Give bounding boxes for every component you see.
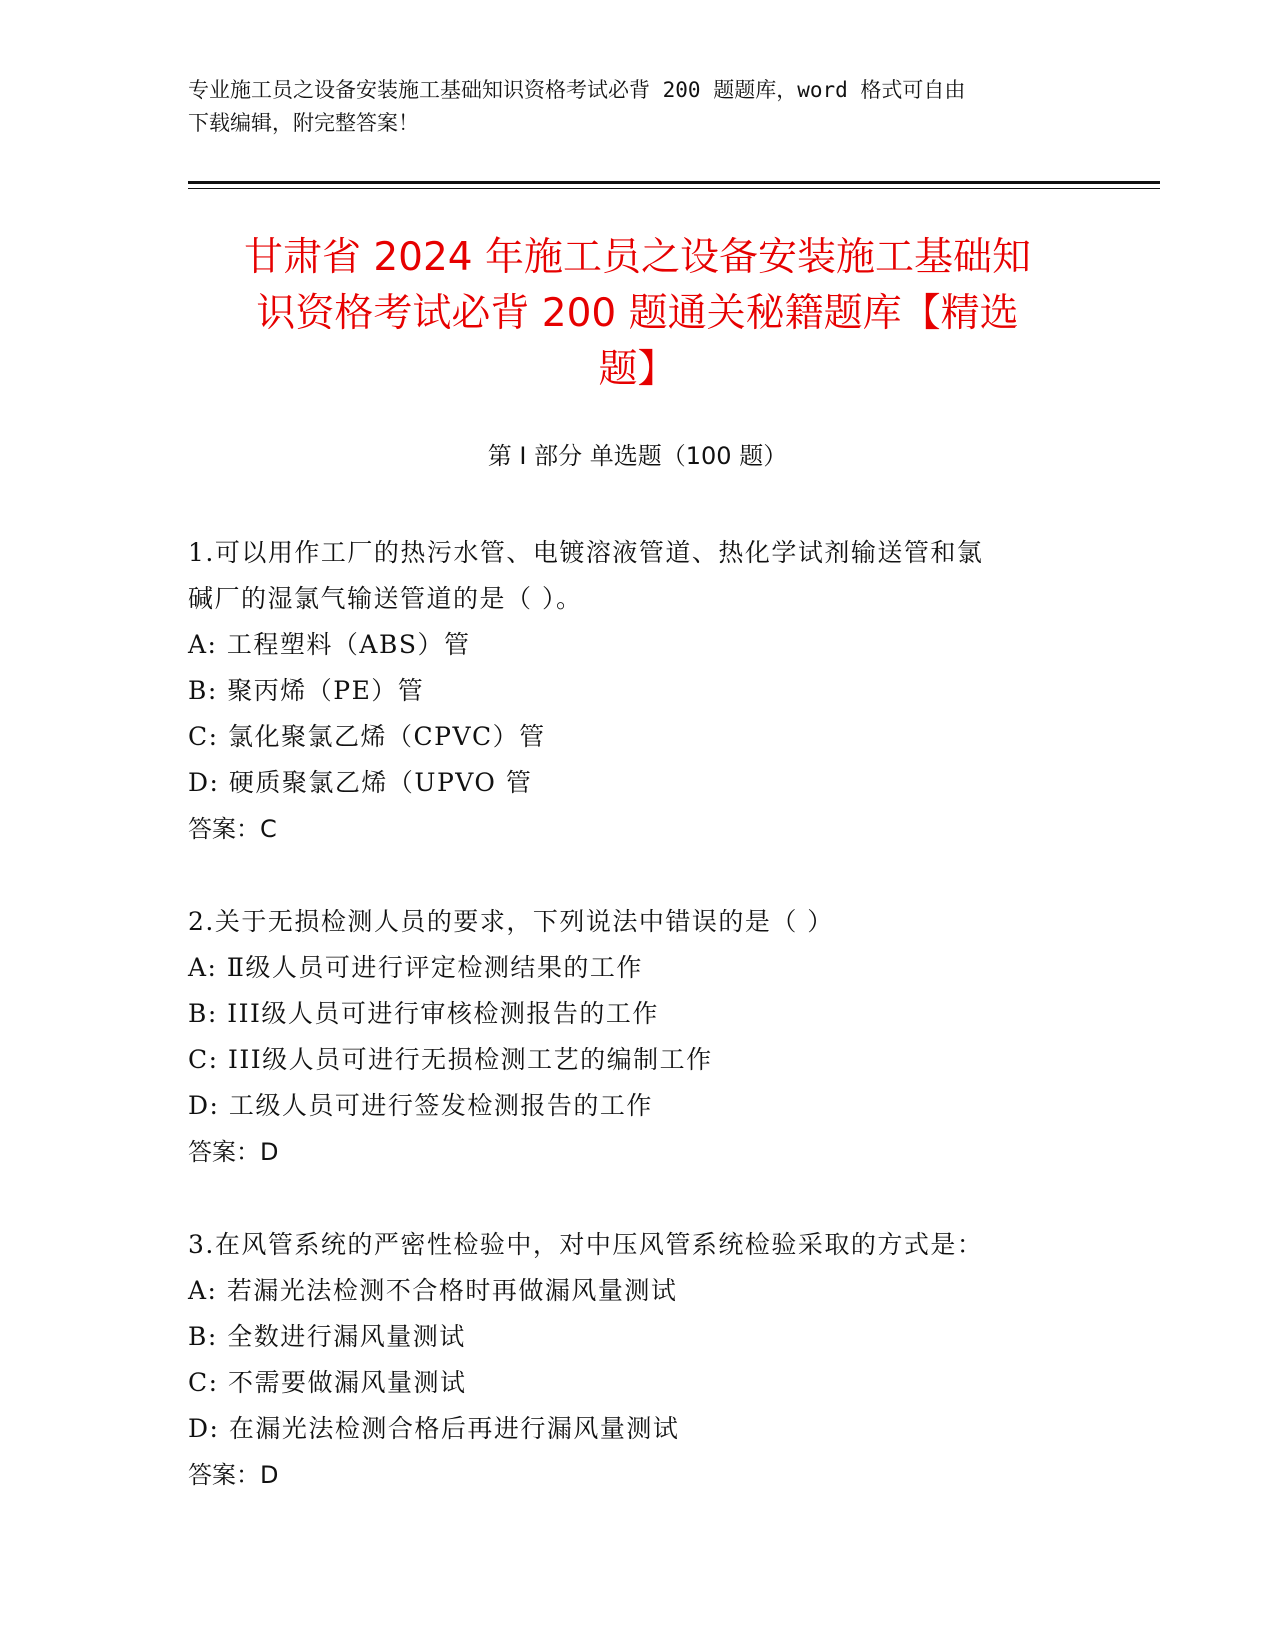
option-a: A: Ⅱ级人员可进行评定检测结果的工作 — [188, 953, 643, 982]
question-stem: 2.关于无损检测人员的要求，下列说法中错误的是（ ） — [188, 907, 834, 936]
title-line: 题】 — [598, 347, 677, 392]
section-heading: 第 I 部分 单选题（100 题） — [487, 442, 788, 470]
option-d: D: 在漏光法检测合格后再进行漏风量测试 — [188, 1414, 680, 1443]
title-line: 甘肃省 2024 年施工员之设备安装施工基础知 — [243, 235, 1032, 280]
header-divider-thin — [188, 188, 1160, 189]
option-b: B: 聚丙烯（PE）管 — [188, 676, 425, 705]
header-divider — [188, 181, 1160, 184]
question-list — [188, 530, 1088, 1545]
header-note-line: 专业施工员之设备安装施工基础知识资格考试必背 200 题题库，word 格式可自由 — [188, 78, 966, 102]
option-c: C: III级人员可进行无损检测工艺的编制工作 — [188, 1045, 713, 1074]
question-item — [188, 1222, 1088, 1498]
header-note-line: 下载编辑，附完整答案！ — [188, 111, 419, 135]
document-title — [180, 230, 1095, 398]
option-d: D: 工级人员可进行签发检测报告的工作 — [188, 1091, 653, 1120]
question-item — [188, 899, 1088, 1175]
option-b: B: III级人员可进行审核检测报告的工作 — [188, 999, 659, 1028]
option-c: C: 氯化聚氯乙烯（CPVC）管 — [188, 722, 546, 751]
header-note — [188, 74, 1068, 140]
option-a: A: 若漏光法检测不合格时再做漏风量测试 — [188, 1276, 678, 1305]
option-d: D: 硬质聚氯乙烯（UPVO 管 — [188, 768, 533, 797]
option-c: C: 不需要做漏风量测试 — [188, 1368, 467, 1397]
option-a: A: 工程塑料（ABS）管 — [188, 630, 471, 659]
option-b: B: 全数进行漏风量测试 — [188, 1322, 466, 1351]
question-stem: 3.在风管系统的严密性检验中，对中压风管系统检验采取的方式是： — [188, 1230, 984, 1259]
question-stem: 碱厂的湿氯气输送管道的是（ ）。 — [188, 584, 583, 613]
answer-line: 答案：D — [188, 1461, 279, 1489]
title-line: 识资格考试必背 200 题通关秘籍题库【精选 — [256, 291, 1019, 336]
question-item — [188, 530, 1088, 852]
answer-line: 答案：D — [188, 1138, 279, 1166]
question-stem: 1.可以用作工厂的热污水管、电镀溶液管道、热化学试剂输送管和氯 — [188, 538, 984, 567]
answer-line: 答案：C — [188, 815, 277, 843]
